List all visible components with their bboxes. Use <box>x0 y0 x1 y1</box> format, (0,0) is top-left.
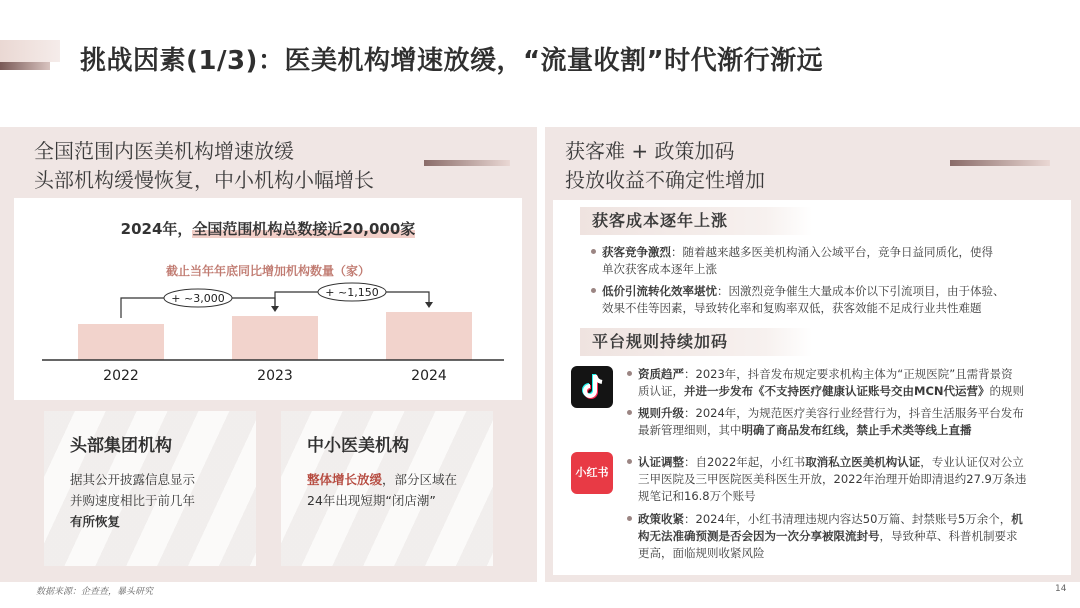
card-line-bold: 有所恢复 <box>70 514 121 529</box>
bullet-emphasis: 构无法准确预测是否会因为一次分享被限流封号 <box>638 529 880 543</box>
bullet-line <box>627 422 1067 439</box>
bullet-line: 更高，面临规则收紧风险 <box>638 546 765 560</box>
bullet-dot <box>627 459 632 464</box>
bullet-emphasis: 取消私立医美机构认证 <box>805 455 921 469</box>
right-subtitle-1: 获客难 + 政策加码 <box>565 139 735 163</box>
x-tick-label: 2022 <box>103 368 139 384</box>
bullet-text: ：2024年，为规范医疗美容行业经营行为，抖音生活服务平台发布 <box>684 406 1024 420</box>
annotation-label: + ~3,000 <box>171 292 225 305</box>
bullet-text: ：随着越来越多医美机构涌入公域平台，竞争日益同质化，使得 <box>671 245 993 259</box>
bullet-line <box>627 528 1067 545</box>
bullet-text: 的规则 <box>989 384 1025 398</box>
xiaohongshu-icon: 小红书 <box>571 452 613 494</box>
bullet-title: 低价引流转化效率堪忧 <box>602 284 717 298</box>
bullet-line <box>591 244 1061 261</box>
bullet-dot <box>627 410 632 415</box>
chart-subtitle: 截止当年年底同比增加机构数量（家） <box>165 264 370 278</box>
page-number: 14 <box>1055 584 1067 594</box>
chart-title-highlight: 全国范围机构总数接近20,000家 <box>192 220 416 238</box>
section-heading-platform-rules: 平台规则持续加码 <box>580 328 812 356</box>
card-title: 头部集团机构 <box>70 436 172 456</box>
bullet-title: 政策收紧 <box>638 512 684 526</box>
bullet-line <box>627 366 1067 383</box>
right-decoration-bar <box>950 160 1050 166</box>
card-line: 并购速度相比于前几年 <box>70 493 196 508</box>
bullet-tiktok-rule-upgrade <box>627 405 1067 439</box>
card-emphasis: 整体增长放缓 <box>307 472 383 487</box>
header-decoration-bar <box>0 62 50 70</box>
chart-box <box>14 198 522 400</box>
card-line: 24年出现短期“闭店潮” <box>307 493 436 508</box>
x-tick-label: 2023 <box>257 368 293 384</box>
chart-title-prefix: 2024年， <box>120 220 193 238</box>
card-line <box>307 469 457 490</box>
bullet-text: ：因激烈竞争催生大量成本价以下引流项目，由于体验、 <box>717 284 1005 298</box>
section-heading-acquisition-cost: 获客成本逐年上涨 <box>580 207 812 235</box>
bullet-line: 效果不佳等因素，导致转化率和复购率双低，获客效能不足成行业共性难题 <box>602 301 982 315</box>
card-text <box>70 469 195 532</box>
bullet-xhs-policy-tightening <box>627 511 1067 562</box>
card-title: 中小医美机构 <box>307 436 409 456</box>
x-tick-label: 2024 <box>411 368 447 384</box>
bullet-line <box>591 283 1066 300</box>
bullet-line <box>627 454 1067 471</box>
bullet-low-price-conversion <box>591 283 1066 317</box>
card-text <box>307 469 457 511</box>
bar-2023 <box>232 316 318 360</box>
right-subtitle-2: 投放收益不确定性增加 <box>565 168 765 192</box>
bullet-title: 规则升级 <box>638 406 684 420</box>
bullet-text: ：2024年，小红书清理违规内容达50万篇、封禁账号5万余个， <box>684 512 1012 526</box>
header-decoration <box>0 40 60 62</box>
bullet-title: 资质趋严 <box>638 367 684 381</box>
card-small-institutions <box>281 411 493 566</box>
bullet-emphasis: 机 <box>1011 512 1023 526</box>
bullet-dot <box>591 288 596 293</box>
bullet-dot <box>591 249 596 254</box>
bullet-text: ，专业认证仅对公立 <box>920 455 1024 469</box>
bullet-line <box>627 383 1067 400</box>
bullet-xhs-certification <box>627 454 1067 505</box>
bullet-line <box>627 511 1067 528</box>
bullet-line: 规笔记和16.8万个账号 <box>638 489 756 503</box>
tiktok-icon <box>571 366 613 408</box>
bullet-emphasis: 明确了商品发布红线，禁止手术类等线上直播 <box>741 423 972 437</box>
left-subtitle-2: 头部机构缓慢恢复，中小机构小幅增长 <box>34 168 374 192</box>
tiktok-glyph <box>571 366 613 408</box>
bar-2022 <box>78 324 164 360</box>
left-subtitle-1: 全国范围内医美机构增速放缓 <box>34 139 294 163</box>
card-line-rest: ，部分区域在 <box>382 472 458 487</box>
bullet-text: 质认证， <box>638 384 684 398</box>
bullet-tiktok-qualification <box>627 366 1067 400</box>
bullet-dot <box>627 516 632 521</box>
bullet-title: 认证调整 <box>638 455 684 469</box>
bar-2024 <box>386 312 472 360</box>
bullet-line: 三甲医院及三甲医院医美科医生开放，2022年治理开始即清退约27.9万条违 <box>638 472 1027 486</box>
bar-chart <box>14 198 522 400</box>
bullet-line <box>627 405 1067 422</box>
bullet-dot <box>627 371 632 376</box>
bullet-acquisition-competition <box>591 244 1061 278</box>
bullet-text: ：自2022年起，小红书 <box>684 455 806 469</box>
card-line: 据其公开披露信息显示 <box>70 472 196 487</box>
bullet-text: ：2023年，抖音发布规定要求机构主体为“正规医院”且需背景资 <box>684 367 1013 381</box>
page-title: 挑战因素(1/3)：医美机构增速放缓，“流量收割”时代渐行渐远 <box>80 46 824 76</box>
bullet-text: 最新管理细则，其中 <box>638 423 742 437</box>
bullet-emphasis: 并进一步发布《不支持医疗健康认证账号交由MCN代运营》 <box>684 384 990 398</box>
left-decoration-bar <box>424 160 510 166</box>
bullet-title: 获客竞争激烈 <box>602 245 671 259</box>
bullet-line: 单次获客成本逐年上涨 <box>602 262 717 276</box>
card-head-groups <box>44 411 256 566</box>
bullet-text: ，导致种草、科普机制要求 <box>879 529 1018 543</box>
annotation-arrowhead <box>425 302 433 308</box>
annotation-label: + ~1,150 <box>325 286 379 299</box>
footer-source: 数据来源：企查查，暴头研究 <box>36 587 154 597</box>
